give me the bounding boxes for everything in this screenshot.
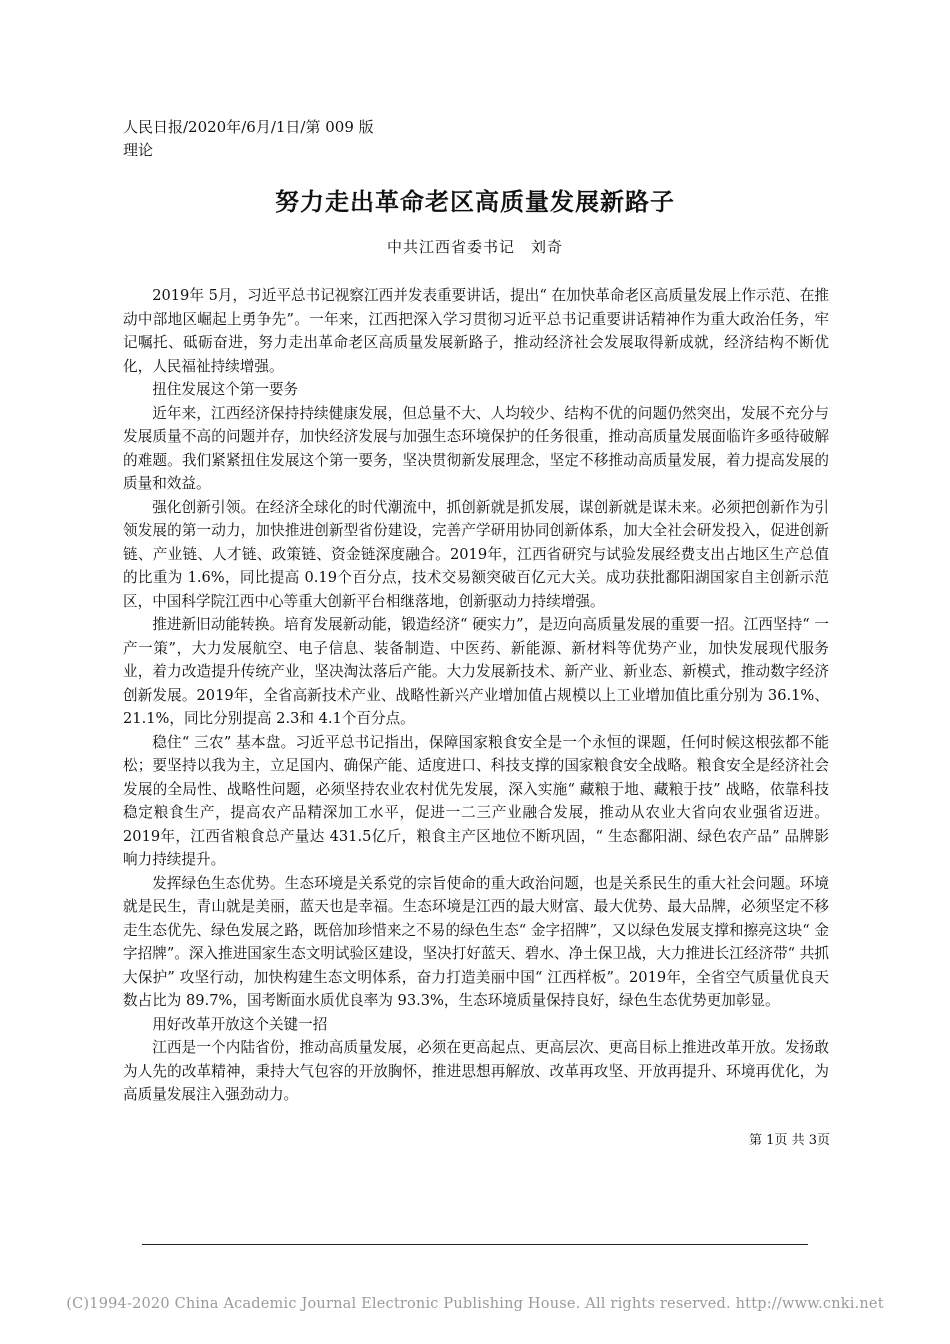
paragraph: 近年来，江西经济保持持续健康发展，但总量不大、人均较少、结构不优的问题仍然突出，发展不充分与发展质量不高的问题并存，加快经济发展与加强生态环境保护的任务很重，推动高质量发展面临许多亟待破解的难题。我们紧紧扭住发展这个第一要务，坚决贯彻新发展理念，坚定不移推动高质量发展，着力提高发展的质量和效益。: [123, 404, 829, 492]
section-heading-1: 扭住发展这个第一要务: [152, 381, 299, 398]
paragraph: 强化创新引领。在经济全球化的时代潮流中，抓创新就是抓发展，谋创新就是谋未来。必须把创新作为引领发展的第一动力，加快推进创新型省份建设，完善产学研用协同创新体系，加大全社会研发投入，促进创新链、产业链、人才链、政策链、资金链深度融合。2019年，江西省研究与试验发展经费支出占地区生产总值的比重为 1.6%，同比提高 0.19个百分点，技术交易额突破百亿元大关。成功获批鄱阳湖国家自主创新示范区，中国科学院江西中心等重大创新平台相继落地，创新驱动力持续增强。: [123, 498, 829, 610]
paragraph: 推进新旧动能转换。培育发展新动能，锻造经济“ 硬实力”，是迈向高质量发展的重要一招。江西坚持“ 一产一策”，大力发展航空、电子信息、装备制造、中医药、新能源、新材料等优势产业，加快发展现代服务业，着力改造提升传统产业，坚决淘汰落后产能。大力发展新技术、新产业、新业态、新模式，推动数字经济创新发展。2019年，全省高新技术产业、战略性新兴产业增加值占规模以上工业增加值比重分别为 36.1%、21.1%，同比分别提高 2.3和 4.1个百分点。: [123, 616, 829, 727]
article-body: [123, 284, 829, 1107]
paragraph: 稳住“ 三农” 基本盘。习近平总书记指出，保障国家粮食安全是一个永恒的课题，任何时候这根弦都不能松；要坚持以我为主，立足国内、确保产能、适度进口、科技支撑的国家粮食安全战略。粮食安全是经济社会发展的全局性、战略性问题，必须坚持农业农村优先发展，深入实施“ 藏粮于地、藏粮于技” 战略，依靠科技稳定粮食生产，提高农产品精深加工水平，促进一二三产业融合发展，推动从农业大省向农业强省迈进。2019年，江西省粮食总产量达 431.5亿斤，粮食主产区地位不断巩固，“ 生态鄱阳湖、绿色农产品” 品牌影响力持续提升。: [123, 733, 829, 868]
paragraph: 江西是一个内陆省份，推动高质量发展，必须在更高起点、更高层次、更高目标上推进改革开放。发扬敢为人先的改革精神，秉持大气包容的开放胸怀，推进思想再解放、改革再攻坚、开放再提升、环境再优化，为高质量发展注入强劲动力。: [123, 1039, 829, 1103]
section-heading-2: 用好改革开放这个关键一招: [152, 1015, 328, 1033]
source-line: 人民日报/2020年/6月/1日/第 009 版理论: [123, 118, 374, 159]
article-author: 中共江西省委书记 刘奇: [386, 238, 563, 256]
article-title: 努力走出革命老区高质量发展新路子: [275, 187, 675, 216]
footer-divider: [142, 1244, 808, 1245]
paragraph-intro: 2019年 5月，习近平总书记视察江西并发表重要讲话，提出“ 在加快革命老区高质量发展上作示范、在推动中部地区崛起上勇争先”。一年来，江西把深入学习贯彻习近平总书记重要讲话精神作为重大政治任务，牢记嘱托、砥砺奋进，努力走出革命老区高质量发展新路子，推动经济社会发展取得新成就，经济结构不断优化，人民福祉持续增强。: [123, 287, 829, 375]
paragraph: 发挥绿色生态优势。生态环境是关系党的宗旨使命的重大政治问题，也是关系民生的重大社会问题。环境就是民生，青山就是美丽，蓝天也是幸福。生态环境是江西的最大财富、最大优势、最大品牌，必须坚定不移走生态优先、绿色发展之路，既倍加珍惜来之不易的绿色生态“ 金字招牌”，又以绿色发展支撑和擦亮这块“ 金字招牌”。深入推进国家生态文明试验区建设，坚决打好蓝天、碧水、净土保卫战，大力推进长江经济带“ 共抓大保护” 攻坚行动，加快构建生态文明体系，奋力打造美丽中国“ 江西样板”。2019年，全省空气质量优良天数占比为 89.7%，国考断面水质优良率为 93.3%，生态环境质量保持良好，绿色生态优势更加彰显。: [123, 874, 829, 1009]
page-number: 第 1页 共 3页: [749, 1133, 830, 1148]
copyright-notice: (C)1994-2020 China Academic Journal Electronic Publishing House. All rights reserved. http://www.cnki.net: [66, 1296, 884, 1312]
